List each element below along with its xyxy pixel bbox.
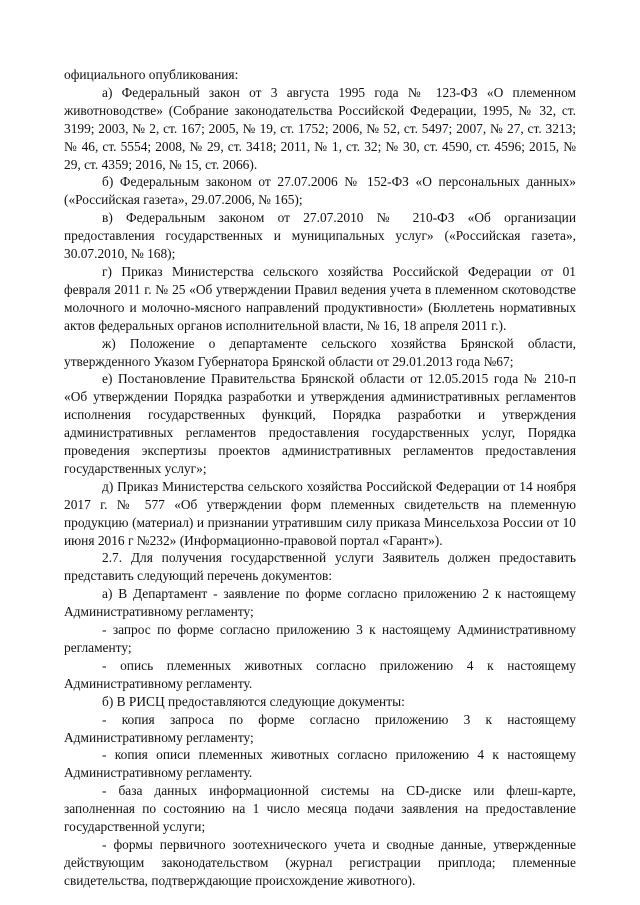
paragraph-risc-documents: б) В РИСЦ предоставляются следующие документы: [102, 693, 405, 709]
paragraph-item-a-law-123: а) Федеральный закон от 3 августа 1995 года № 123-ФЗ «О племенном животноводстве» (Собрание законодательства Российской Федерации, 1995, № 32, ст. 3199; 2003, № 2, ст. 167; 2005, № 19, ст. 1752; 2006, № 52, ст. 5497; 2007, № 27, ст. 3213; № 46, ст. 5554; 2008, № 29, ст. 3418; 2011, № 1, ст. 32; № 30, ст. 4590, ст. 4596; 2015, № 29, ст. 4359; 2016, № 15, ст. 2066). [64, 84, 576, 172]
paragraph-item-g-order-25: г) Приказ Министерства сельского хозяйства Российской Федерации от 01 февраля 2011 г. № 25 «Об утверждении Правил ведения учета в племенном скотоводстве молочного и молочно-мясного направлений продуктивности» (Бюллетень нормативных актов федеральных органов исполнительной власти, № 16, 18 апреля 2011 г.). [64, 263, 576, 333]
list-item-animal-inventory: - опись племенных животных согласно приложению 4 к настоящему Административному регламенту. [64, 657, 576, 691]
paragraph-department-application: а) В Департамент - заявление по форме согласно приложению 2 к настоящему Административному регламенту; [64, 586, 576, 620]
paragraph-item-zh-regulation: ж) Положение о департаменте сельского хозяйства Брянской области, утвержденного Указом Губернатора Брянской области от 29.01.2013 года №67; [64, 335, 576, 369]
paragraph-continuation: официального опубликования: [64, 67, 239, 82]
list-item-request-form: - запрос по форме согласно приложению 3 к настоящему Административному регламенту; [64, 622, 576, 655]
list-item-inventory-copy: - копия описи племенных животных согласно приложению 4 к настоящему Административному регламенту. [64, 747, 576, 781]
paragraph-section-2-7: 2.7. Для получения государственной услуги Заявитель должен предоставить представить следующий перечень документов: [64, 550, 576, 584]
list-item-request-copy: - копия запроса по форме согласно приложению 3 к настоящему Административному регламенту; [64, 711, 576, 745]
paragraph-item-v-law-210: в) Федеральным законом от 27.07.2010 № 210-ФЗ «Об организации предоставления государственных и муниципальных услуг» («Российская газета», 30.07.2010, № 168); [64, 210, 576, 262]
paragraph-item-b-law-152: б) Федеральным законом от 27.07.2006 № 152-ФЗ «О персональных данных» («Российская газета», 29.07.2006, № 165); [64, 174, 576, 208]
list-item-database: - база данных информационной системы на CD-диске или флеш-карте, заполненная по состоянию на 1 число месяца подачи заявления на предоставление государственной услуги; [64, 783, 576, 835]
paragraph-item-e-resolution: е) Постановление Правительства Брянской области от 12.05.2015 года № 210-п «Об утверждении Порядка разработки и утверждения административных регламентов исполнения государственных функций, Порядка разработки и утверждения административных регламентов предоставления государственных услуг, Порядка проведения экспертизы проектов административных регламентов предоставления государственных услуг»; [64, 371, 576, 476]
list-item-zootechnical-forms: - формы первичного зоотехнического учета и сводные данные, утвержденные действующим законодательством (журнал регистрации приплода; племенные свидетельства, подтверждающие происхождение животного). [64, 836, 576, 888]
document-page [64, 66, 576, 890]
paragraph-item-d-order-577: д) Приказ Министерства сельского хозяйства Российской Федерации от 14 ноября 2017 г. № 577 «Об утверждении форм племенных свидетельств на племенную продукцию (материал) и признании утратившим силу приказа Минсельхоза России от 10 июня 2016 г №232» (Информационно-правовой портал «Гарант»). [64, 478, 576, 548]
